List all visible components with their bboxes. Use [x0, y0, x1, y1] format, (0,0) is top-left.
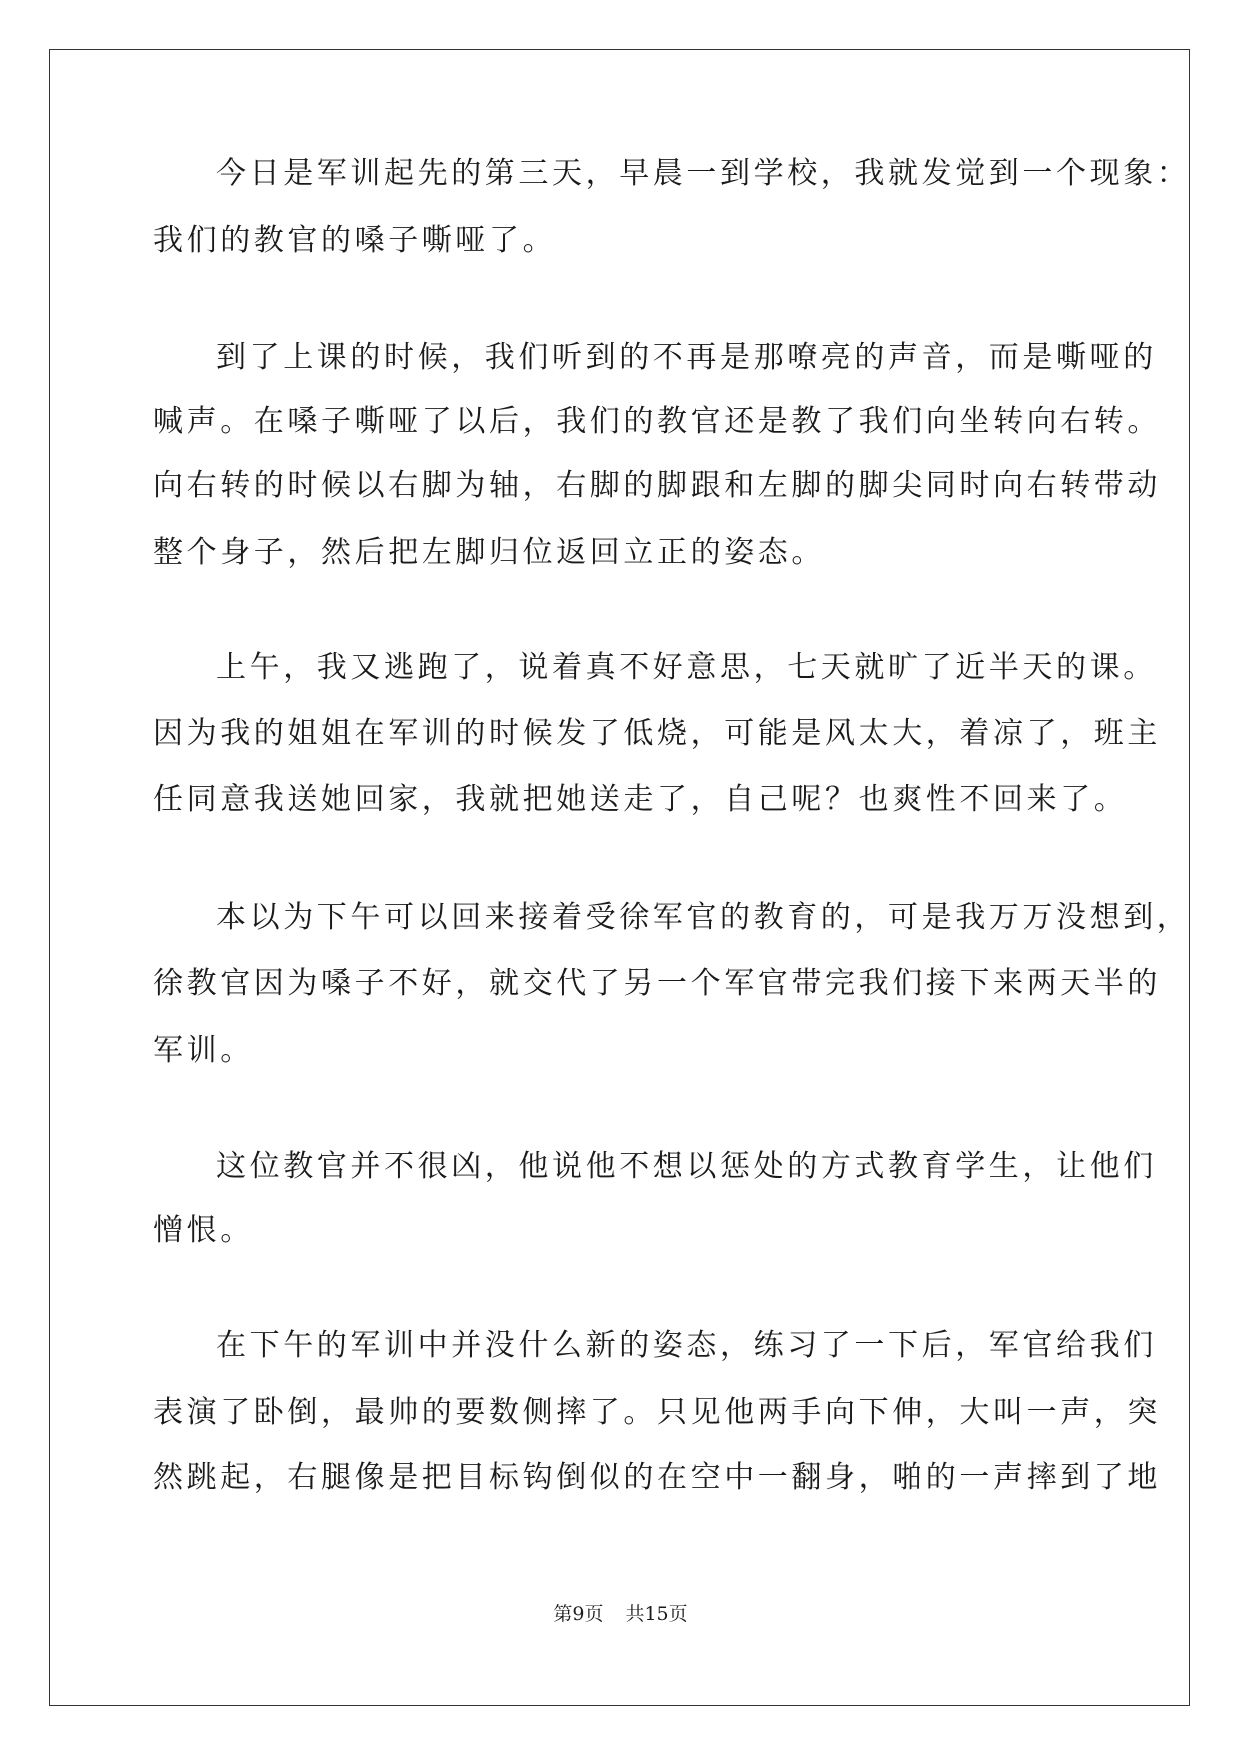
- paragraph-2-line-4: 整个身子，然后把左脚归位返回立正的姿态。: [153, 535, 825, 570]
- page-number: 第9页: [553, 1603, 604, 1625]
- paragraph-1-line-2: 我们的教官的嗓子嘶哑了。: [153, 223, 557, 258]
- paragraph-6-line-1: 在下午的军训中并没什么新的姿态，练习了一下后，军官给我们: [216, 1328, 1157, 1363]
- paragraph-3-line-1: 上午，我又逃跑了，说着真不好意思，七天就旷了近半天的课。: [216, 650, 1157, 685]
- paragraph-6-line-3: 然跳起，右腿像是把目标钩倒似的在空中一翻身，啪的一声摔到了地: [153, 1460, 1161, 1495]
- paragraph-5-line-2: 憎恨。: [153, 1213, 254, 1248]
- paragraph-5-line-1: 这位教官并不很凶，他说他不想以惩处的方式教育学生，让他们: [216, 1149, 1157, 1184]
- paragraph-1-line-1: 今日是军训起先的第三天，早晨一到学校，我就发觉到一个现象：: [216, 156, 1191, 191]
- paragraph-6-line-2: 表演了卧倒，最帅的要数侧摔了。只见他两手向下伸，大叫一声，突: [153, 1395, 1161, 1430]
- paragraph-2-line-2: 喊声。在嗓子嘶哑了以后，我们的教官还是教了我们向坐转向右转。: [153, 404, 1161, 439]
- paragraph-3-line-3: 任同意我送她回家，我就把她送走了，自己呢？也爽性不回来了。: [153, 782, 1128, 817]
- paragraph-3-line-2: 因为我的姐姐在军训的时候发了低烧，可能是风太大，着凉了，班主: [153, 716, 1161, 751]
- total-pages: 共15页: [625, 1603, 688, 1625]
- paragraph-4-line-1: 本以为下午可以回来接着受徐军官的教育的，可是我万万没想到，: [216, 900, 1191, 935]
- page-footer: [0, 1602, 1241, 1626]
- paragraph-4-line-2: 徐教官因为嗓子不好，就交代了另一个军官带完我们接下来两天半的: [153, 966, 1161, 1001]
- paragraph-4-line-3: 军训。: [153, 1033, 254, 1068]
- paragraph-2-line-3: 向右转的时候以右脚为轴，右脚的脚跟和左脚的脚尖同时向右转带动: [153, 468, 1161, 503]
- paragraph-2-line-1: 到了上课的时候，我们听到的不再是那嘹亮的声音，而是嘶哑的: [216, 340, 1157, 375]
